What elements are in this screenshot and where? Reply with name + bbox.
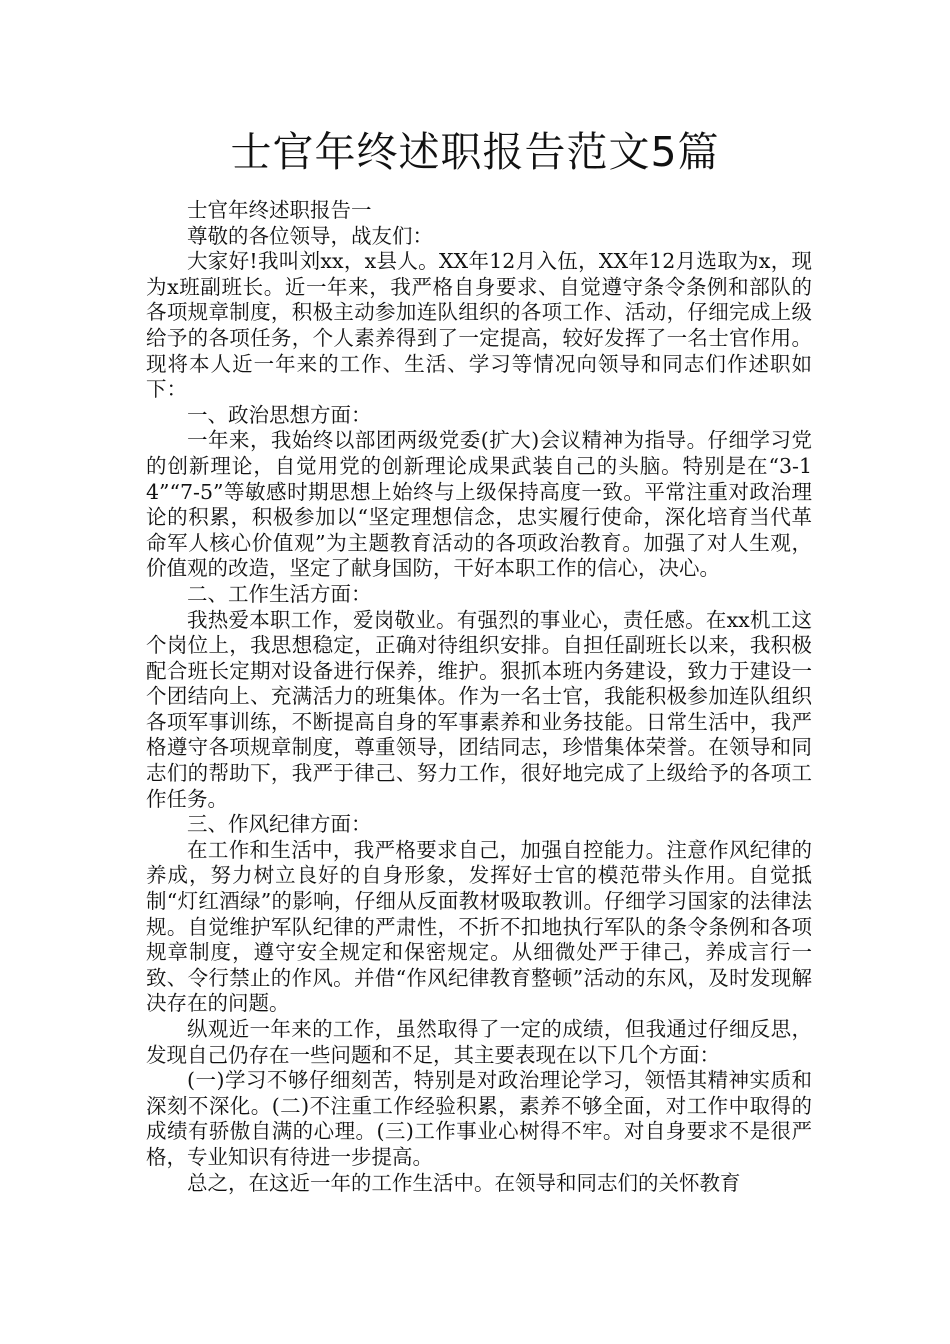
body-paragraph: 我热爱本职工作，爱岗敬业。有强烈的事业心，责任感。在xx机工这个岗位上，我思想稳定，正确对待组织安排。自担任副班长以来，我积极配合班长定期对设备进行保养，维护。狠抓本班内务建设，致力于建设一个团结向上、充满活力的班集体。作为一名士官，我能积极参加连队组织各项军事训练，不断提高自身的军事素养和业务技能。日常生活中，我严格遵守各项规章制度，尊重领导，团结同志，珍惜集体荣誉。在领导和同志们的帮助下，我严于律己、努力工作，很好地完成了上级给予的各项工作任务。 xyxy=(146,607,812,811)
section-heading: 士官年终述职报告一 xyxy=(187,198,372,222)
section-heading: 一、政治思想方面： xyxy=(187,402,372,427)
body-paragraph: 纵观近一年来的工作，虽然取得了一定的成绩，但我通过仔细反思，发现自己仍存在一些问题和不足，其主要表现在以下几个方面： xyxy=(146,1017,812,1067)
body-paragraph: 大家好!我叫刘xx，x县人。XX年12月入伍，XX年12月选取为x，现为x班副班长。近一年来，我严格自身要求、自觉遵守条令条例和部队的各项规章制度，积极主动参加连队组织的各项工作、活动，仔细完成上级给予的各项任务，个人素养得到了一定提高，较好发挥了一名士官作用。现将本人近一年来的工作、生活、学习等情况向领导和同志们作述职如下： xyxy=(146,249,812,402)
section-heading: 二、工作生活方面： xyxy=(187,581,372,606)
document-body xyxy=(146,198,812,1196)
body-paragraph: 总之，在这近一年的工作生活中。在领导和同志们的关怀教育 xyxy=(187,1170,741,1195)
body-paragraph: (一)学习不够仔细刻苦，特别是对政治理论学习，领悟其精神实质和深刻不深化。(二)不注重工作经验积累，素养不够全面，对工作中取得的成绩有骄傲自满的心理。(三)工作事业心树得不牢。对自身要求不是很严格，专业知识有待进一步提高。 xyxy=(146,1068,812,1169)
section-heading: 三、作风纪律方面： xyxy=(187,812,372,837)
salutation: 尊敬的各位领导，战友们： xyxy=(187,223,433,248)
document-title: 士官年终述职报告范文5篇 xyxy=(230,128,720,176)
body-paragraph: 在工作和生活中，我严格要求自己，加强自控能力。注意作风纪律的养成，努力树立良好的自身形象，发挥好士官的模范带头作用。自觉抵制“灯红酒绿”的影响，仔细从反面教材吸取教训。仔细学习国家的法律法规。自觉维护军队纪律的严肃性，不折不扣地执行军队的条令条例和各项规章制度，遵守安全规定和保密规定。从细微处严于律己，养成言行一致、令行禁止的作风。并借“作风纪律教育整顿”活动的东风，及时发现解决存在的问题。 xyxy=(146,837,812,1016)
body-paragraph: 一年来，我始终以部团两级党委(扩大)会议精神为指导。仔细学习党的创新理论，自觉用党的创新理论成果武装自己的头脑。特别是在“3-14”“7-5”等敏感时期思想上始终与上级保持高度一致。平常注重对政治理论的积累，积极参加以“坚定理想信念，忠实履行使命，深化培育当代革命军人核心价值观”为主题教育活动的各项政治教育。加强了对人生观，价值观的改造，坚定了献身国防，干好本职工作的信心，决心。 xyxy=(146,428,812,581)
